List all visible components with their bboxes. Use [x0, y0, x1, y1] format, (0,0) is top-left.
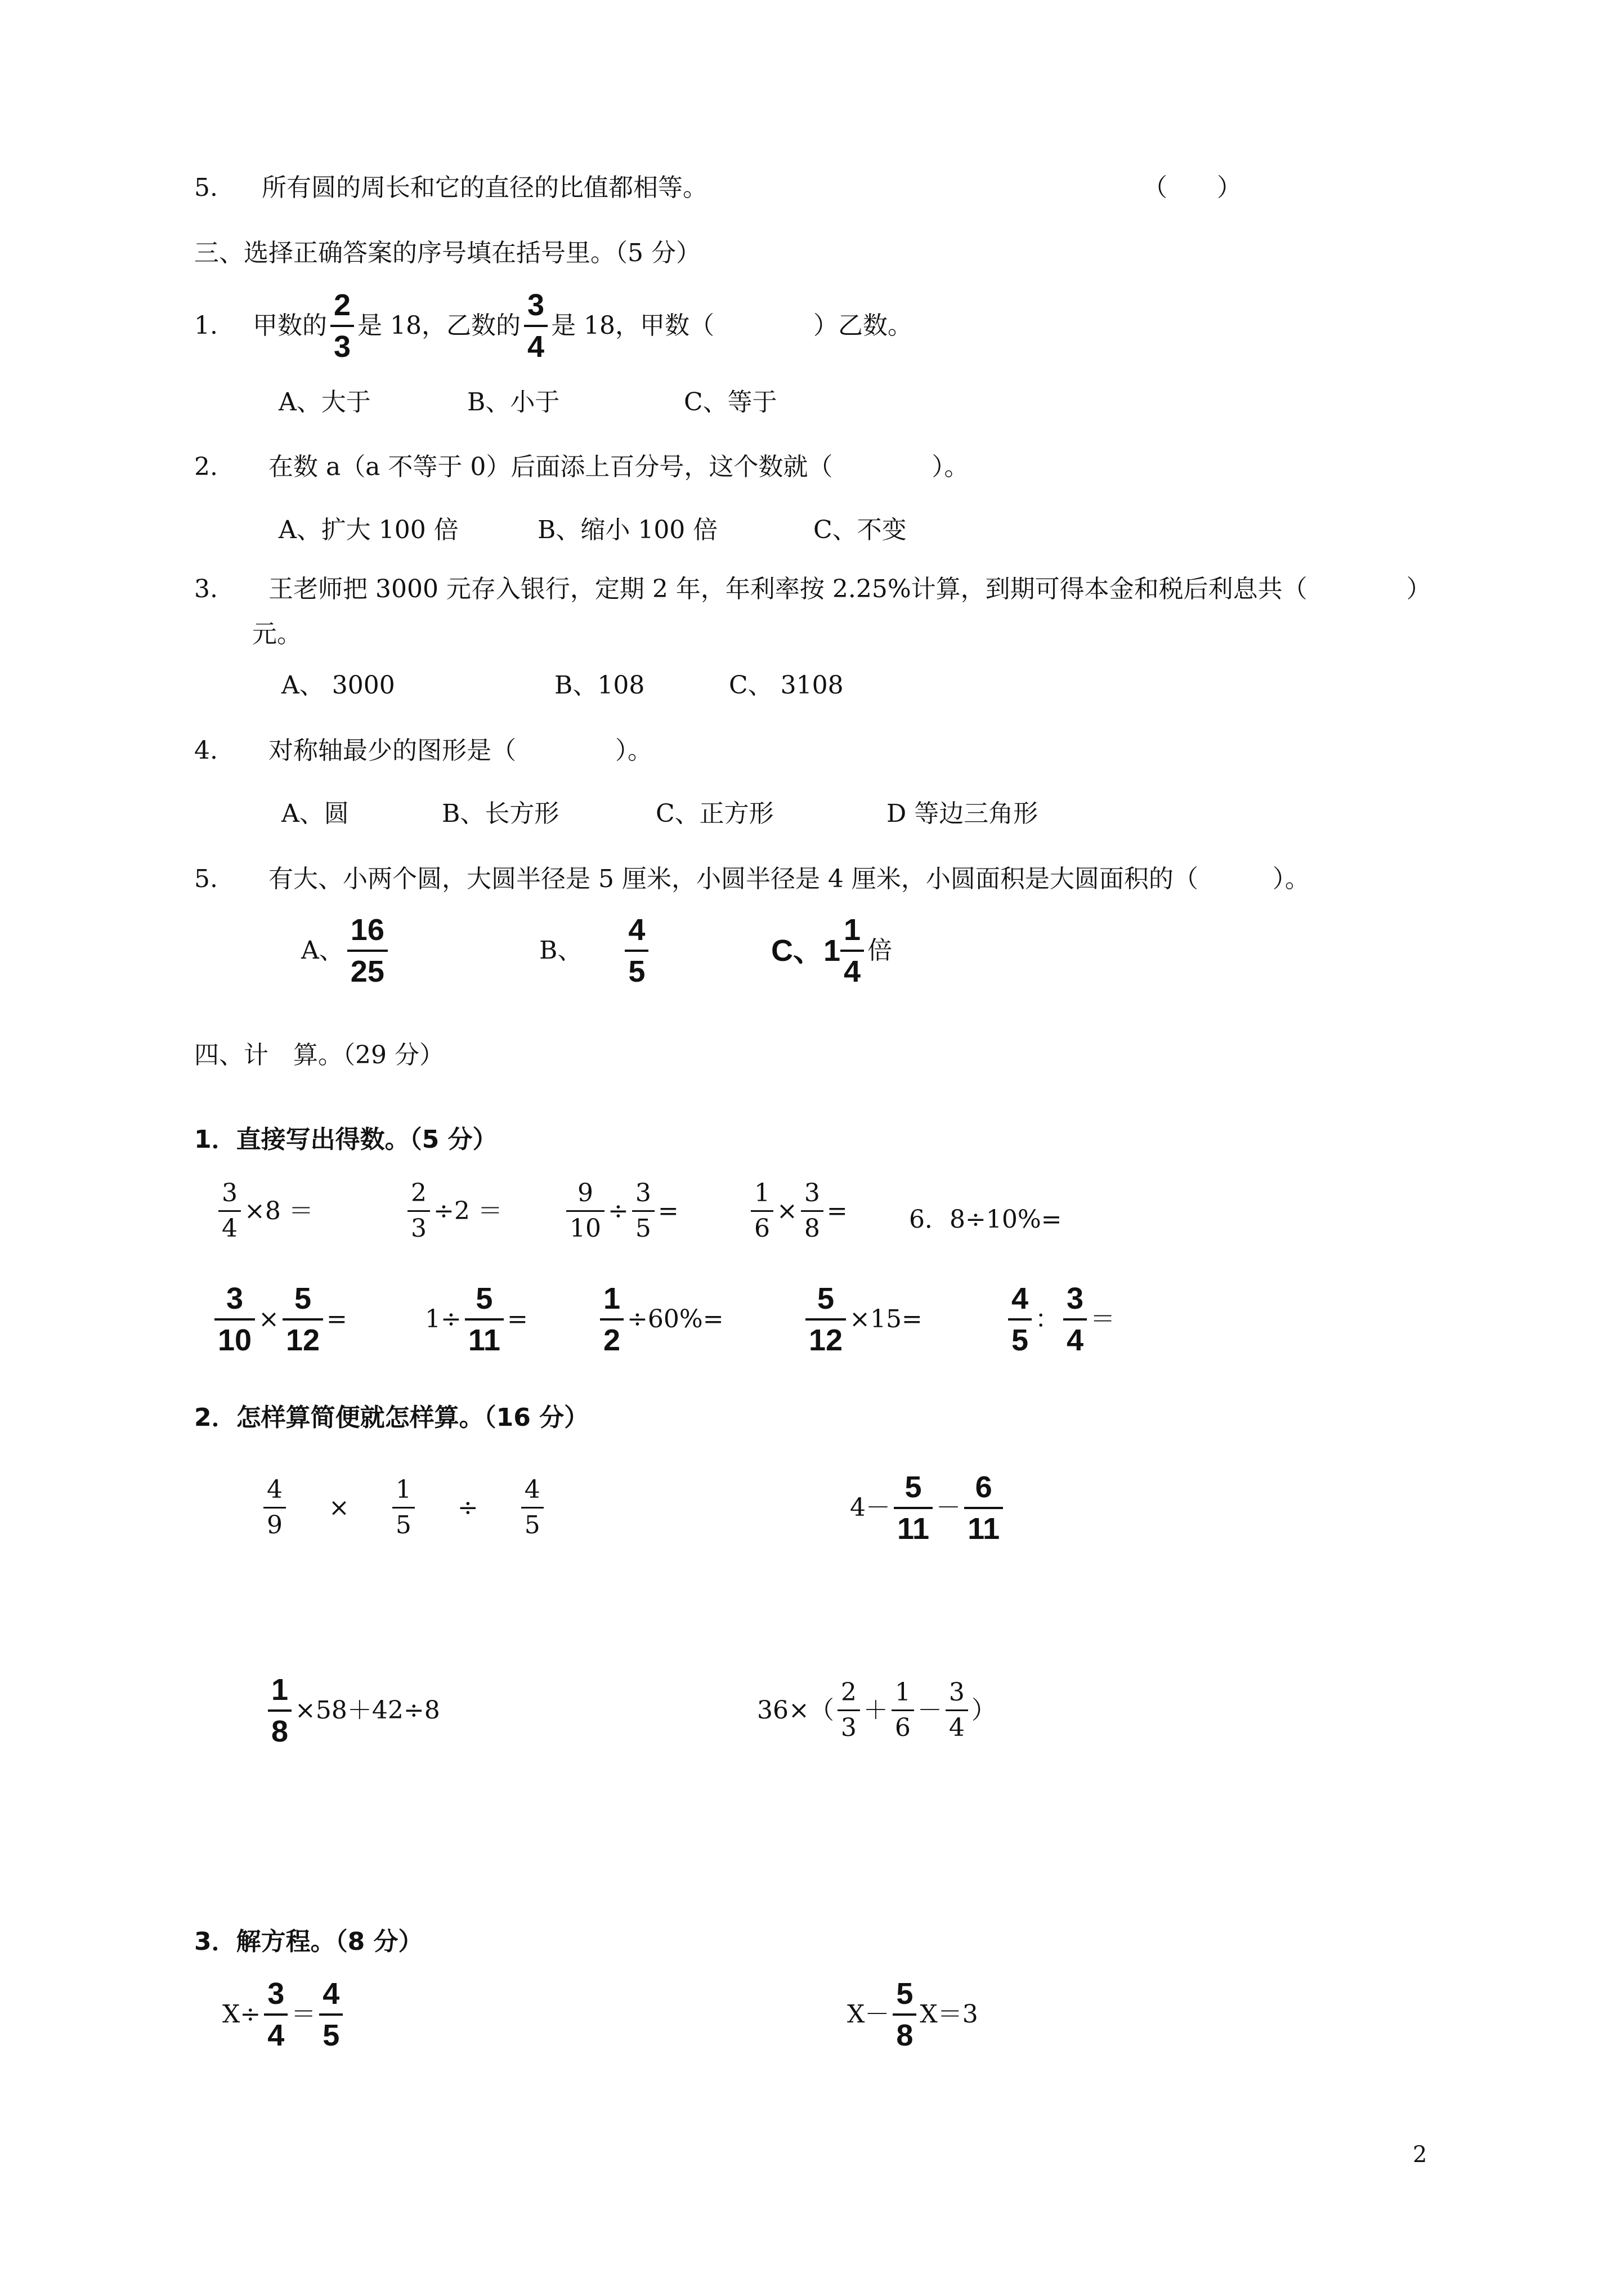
- fraction: $\frac{3}{4}$: [524, 290, 548, 362]
- question-number: 2.: [194, 453, 218, 481]
- calc-item-9: $\frac{5}{12}$ ×15=: [802, 1283, 923, 1355]
- page-number: 2: [1413, 2142, 1427, 2168]
- question-number: 1.: [194, 311, 218, 340]
- option-b[interactable]: B、108: [554, 671, 645, 700]
- question-text: 是 18，甲数（ ）乙数。: [551, 311, 913, 340]
- option-b[interactable]: B、小于: [467, 388, 560, 417]
- sec3-q5: [194, 867, 1310, 892]
- section-4-title: 四、计 算。（29 分）: [194, 1041, 444, 1069]
- option-a[interactable]: A、圆: [281, 799, 349, 828]
- question-text: 对称轴最少的图形是（ ）。: [268, 736, 652, 765]
- calc-item-2: $\frac{2}{3}$ ÷2 ＝: [404, 1181, 503, 1241]
- sec3-q1: [194, 290, 912, 362]
- option-a[interactable]: A、大于: [279, 388, 371, 417]
- option-a[interactable]: A、扩大 100 倍: [279, 516, 459, 544]
- sec3-q3: [194, 577, 1431, 602]
- fraction: $\frac{2}{3}$: [330, 290, 354, 362]
- question-text: 所有圆的周长和它的直径的比值都相等。: [261, 173, 707, 202]
- option-c[interactable]: C、 3108: [729, 671, 844, 700]
- sec3-q4: [194, 736, 652, 765]
- question-number: 3.: [194, 575, 218, 603]
- question-number: 4.: [194, 736, 218, 765]
- calc-item-6: $\frac{3}{10}$ × $\frac{5}{12}$ =: [211, 1283, 347, 1355]
- question-number: 5.: [194, 173, 218, 202]
- question-text-continued: 元。: [252, 620, 302, 648]
- part-3-title: 3．解方程。（8 分）: [194, 1927, 423, 1956]
- fraction: $\frac{4}{5}$: [625, 915, 648, 987]
- calc-item-7: 1÷ $\frac{5}{11}$ =: [425, 1282, 528, 1357]
- fraction: $\frac{16}{25}$: [347, 915, 388, 987]
- fraction: $\frac{1}{4}$: [840, 915, 864, 987]
- question-text: 有大、小两个圆，大圆半径是 5 厘米，小圆半径是 4 厘米，小圆面积是大圆面积的（ ）。: [268, 865, 1310, 893]
- calc-item-10: $\frac{4}{5}$ ： $\frac{3}{4}$ ＝: [1005, 1283, 1115, 1355]
- part-1-title: 1．直接写出得数。（5 分）: [194, 1125, 498, 1154]
- question-number: 5.: [194, 865, 218, 893]
- sec3-q2: [194, 455, 969, 480]
- option-c[interactable]: C、正方形: [656, 799, 774, 828]
- option-c[interactable]: C、1 $\frac{1}{4}$ 倍: [771, 913, 893, 988]
- section-3-title: 三、选择正确答案的序号填在括号里。（5 分）: [194, 239, 701, 267]
- simplify-expr-4: 36×（ $\frac{2}{3}$ ＋ $\frac{1}{6}$ － $\frac{3}{4}$ ）: [757, 1678, 996, 1742]
- option-d[interactable]: D 等边三角形: [886, 799, 1038, 828]
- calc-item-4: $\frac{1}{6}$ × $\frac{3}{8}$ =: [747, 1181, 848, 1241]
- question-text: 甲数的: [252, 311, 327, 340]
- answer-bracket[interactable]: （ ）: [1143, 173, 1242, 202]
- judge-q5: [194, 173, 707, 202]
- part-2-title: 2．怎样算简便就怎样算。（16 分）: [194, 1403, 589, 1432]
- option-a[interactable]: A、 $\frac{16}{25}$: [301, 915, 391, 987]
- equation-2: X－ $\frac{5}{8}$ X＝3: [847, 1977, 978, 2052]
- calc-item-5: 6．8÷10%=: [909, 1205, 1062, 1234]
- question-text: 在数 a（a 不等于 0）后面添上百分号，这个数就（ ）。: [268, 453, 969, 481]
- simplify-expr-1: $\frac{4}{9}$ × $\frac{1}{5}$ ÷ $\frac{4}{5}$: [260, 1478, 547, 1538]
- option-b[interactable]: B、缩小 100 倍: [538, 516, 718, 544]
- calc-item-1: $\frac{3}{4}$ ×8 ＝: [215, 1181, 314, 1241]
- option-b[interactable]: B、长方形: [442, 799, 559, 828]
- question-text: 是 18，乙数的: [357, 311, 521, 340]
- option-c[interactable]: C、等于: [684, 388, 777, 417]
- option-a[interactable]: A、 3000: [281, 671, 395, 700]
- equation-1: X÷ $\frac{3}{4}$ ＝ $\frac{4}{5}$: [222, 1979, 346, 2051]
- option-b[interactable]: B、 $\frac{4}{5}$: [539, 915, 652, 987]
- question-text: 王老师把 3000 元存入银行，定期 2 年，年利率按 2.25%计算，到期可得本金和税后利息共（ ）: [268, 575, 1431, 603]
- option-c[interactable]: C、不变: [813, 516, 907, 544]
- simplify-expr-2: 4－ $\frac{5}{11}$ － $\frac{6}{11}$: [850, 1472, 1006, 1544]
- calc-item-3: $\frac{9}{10}$ ÷ $\frac{3}{5}$ =: [563, 1181, 679, 1241]
- simplify-expr-3: $\frac{1}{8}$ ×58＋42÷8: [265, 1675, 440, 1747]
- calc-item-8: $\frac{1}{2}$ ÷60%=: [597, 1283, 724, 1355]
